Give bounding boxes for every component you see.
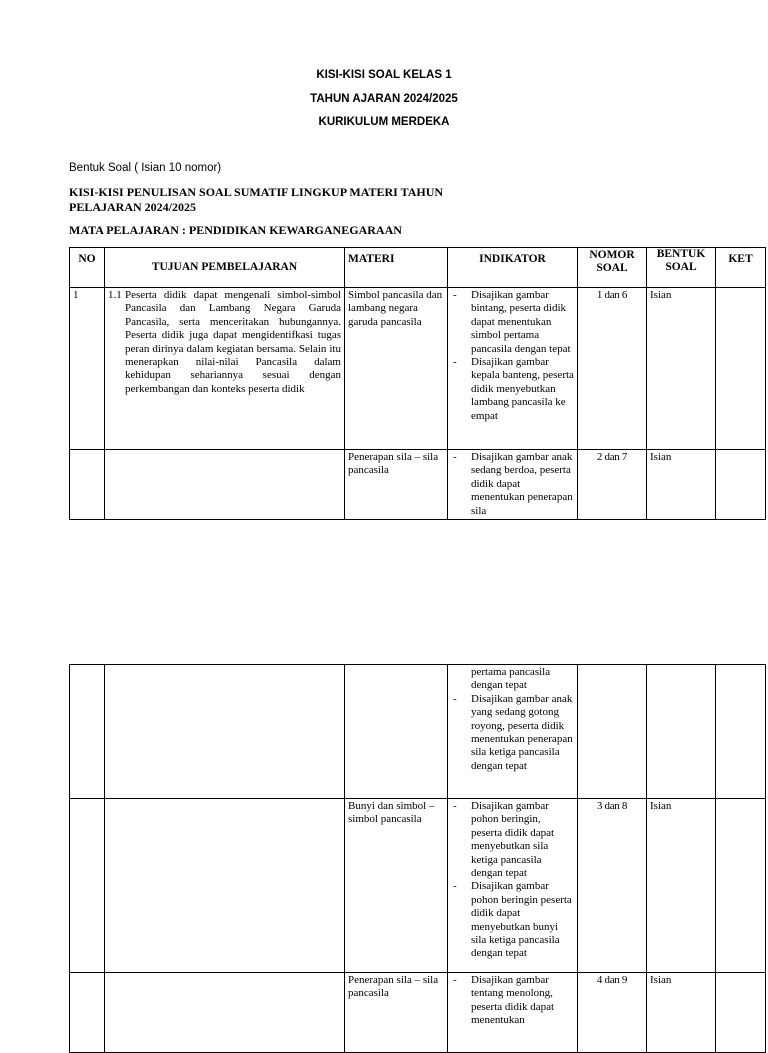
row-indikator (448, 799, 578, 973)
row-indikator (448, 973, 578, 1053)
row-indikator (448, 288, 578, 450)
row-bentuk-soal: Isian (647, 973, 716, 1053)
row-ket (716, 450, 766, 520)
indikator-item: - Disajikan gambar kepala banteng, peserta didik menyebutkan lambang pancasila ke empat (451, 356, 574, 423)
row-bentuk-soal: Isian (647, 799, 716, 973)
row-no (70, 665, 105, 799)
col-materi: MATERI (345, 248, 448, 288)
row-nomor-soal: 1 dan 6 (578, 288, 647, 450)
indikator-continuation: pertama pancasila dengan tepat (471, 666, 551, 692)
kisi-table-page2 (69, 664, 766, 1053)
indikator-item: - Disajikan gambar tentang menolong, peserta didik dapat menentukan (451, 974, 574, 1028)
question-format: Bentuk Soal ( Isian 10 nomor) (69, 162, 222, 174)
school-year: TAHUN AJARAN 2024/2025 (310, 93, 458, 105)
row-tujuan (105, 288, 345, 450)
doc-title: KISI-KISI SOAL KELAS 1 (316, 69, 452, 81)
col-bentuk-soal: BENTUK SOAL (647, 248, 716, 288)
row-ket (716, 973, 766, 1053)
row-ket (716, 288, 766, 450)
row-ket (716, 665, 766, 799)
row-bentuk-soal: Isian (647, 450, 716, 520)
indikator-item: - Disajikan gambar pohon beringin peserta didik dapat menyebutkan bunyi sila ketiga pancasila dengan tepat (451, 880, 574, 960)
col-tujuan: TUJUAN PEMBELAJARAN (105, 248, 345, 288)
kisi-table-page1 (69, 247, 766, 520)
row-tujuan (105, 973, 345, 1053)
table-row (70, 450, 766, 520)
indikator-item: - Disajikan gambar anak yang sedang gotong royong, peserta didik menentukan penerapan sila ketiga pancasila dengan tepat (451, 693, 574, 773)
curriculum: KURIKULUM MERDEKA (318, 116, 450, 128)
row-no (70, 973, 105, 1053)
row-tujuan (105, 450, 345, 520)
subject-line: MATA PELAJARAN : PENDIDIKAN KEWARGANEGARAAN (69, 223, 402, 237)
col-no: NO (70, 248, 105, 288)
row-nomor-soal: 4 dan 9 (578, 973, 647, 1053)
table-row (70, 288, 766, 450)
row-materi: Penerapan sila – sila pancasila (345, 450, 448, 520)
tujuan-number: 1.1 (108, 289, 122, 301)
row-materi: Bunyi dan simbol – simbol pancasila (345, 799, 448, 973)
row-nomor-soal: 3 dan 8 (578, 799, 647, 973)
row-tujuan (105, 799, 345, 973)
col-nomor-soal: NOMOR SOAL (578, 248, 647, 288)
row-nomor-soal (578, 665, 647, 799)
table-row (70, 973, 766, 1053)
table-row (70, 799, 766, 973)
row-materi (345, 665, 448, 799)
table-header-row (70, 248, 766, 288)
kisi-title (69, 185, 469, 215)
row-no (70, 450, 105, 520)
row-bentuk-soal: Isian (647, 288, 716, 450)
row-nomor-soal: 2 dan 7 (578, 450, 647, 520)
row-indikator (448, 450, 578, 520)
col-ket: KET (716, 248, 766, 288)
row-materi: Penerapan sila – sila pancasila (345, 973, 448, 1053)
table-row (70, 665, 766, 799)
kisi-title-line1: KISI-KISI PENULISAN SOAL SUMATIF LINGKUP MATERI TAHUN (69, 185, 444, 199)
row-no (70, 799, 105, 973)
row-no: 1 (70, 288, 105, 450)
row-bentuk-soal (647, 665, 716, 799)
row-materi: Simbol pancasila dan lambang negara garuda pancasila (345, 288, 448, 450)
indikator-item: - Disajikan gambar bintang, peserta didik dapat menentukan simbol pertama pancasila dengan tepat (451, 289, 574, 356)
tujuan-text: Peserta didik dapat mengenali simbol-simbol Pancasila dan Lambang Negara Garuda Pancasila, serta menceritakan hubungannya. Peserta didik juga dapat mengidentifkasi tugas peran dirinya dalam kegiatan bersama. Selain itu menerapkan nilai-nilai Pancasila dalam kehidupan sehariannya sesuai dengan perkembangan dan konteks peserta didik (125, 289, 341, 395)
row-ket (716, 799, 766, 973)
indikator-item: - Disajikan gambar pohon beringin, peserta didik dapat menyebutkan sila ketiga pancasila dengan tepat (451, 800, 574, 880)
row-indikator (448, 665, 578, 799)
indikator-item: - Disajikan gambar anak sedang berdoa, peserta didik dapat menentukan penerapan sila (451, 451, 574, 518)
col-indikator: INDIKATOR (448, 248, 578, 288)
row-tujuan (105, 665, 345, 799)
kisi-title-line2: PELAJARAN 2024/2025 (69, 200, 197, 214)
